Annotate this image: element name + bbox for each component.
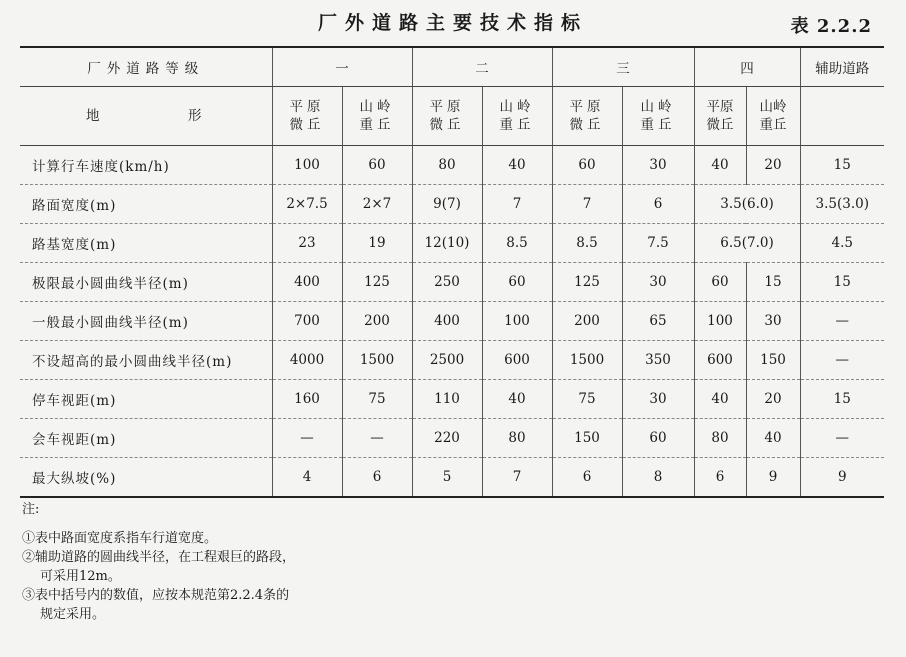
table-cell: — (800, 302, 884, 341)
table-cell: 60 (552, 146, 622, 185)
table-title: 厂外道路主要技术指标 (317, 12, 588, 34)
table-cell: 160 (272, 380, 342, 419)
table-cell: 8.5 (552, 224, 622, 263)
table-cell: 250 (412, 263, 482, 302)
terrain-plain: 平原 微丘 (412, 87, 482, 146)
table-cell: 7 (482, 458, 552, 498)
table-row (20, 302, 884, 341)
table-cell: 2500 (412, 341, 482, 380)
table-cell: 6 (342, 458, 412, 498)
grade-3: 三 (552, 47, 694, 87)
table-cell: 60 (482, 263, 552, 302)
table-cell: 15 (800, 263, 884, 302)
table-row (20, 380, 884, 419)
table-cell: 2×7 (342, 185, 412, 224)
table-cell: 40 (746, 419, 800, 458)
technical-indicators-table (20, 46, 884, 498)
table-row (20, 185, 884, 224)
grade-1: 一 (272, 47, 412, 87)
table-cell: 60 (622, 419, 694, 458)
table-cell: 40 (694, 380, 746, 419)
row-label: 不设超高的最小圆曲线半径(m) (20, 341, 272, 380)
table-cell: 110 (412, 380, 482, 419)
table-cell: 9(7) (412, 185, 482, 224)
row-label: 会车视距(m) (20, 419, 272, 458)
terrain-auxiliary-empty (800, 87, 884, 146)
terrain-mountain: 山岭 重丘 (746, 87, 800, 146)
row-label: 计算行车速度(km/h) (20, 146, 272, 185)
table-cell: 4000 (272, 341, 342, 380)
table-cell: 40 (694, 146, 746, 185)
table-row (20, 146, 884, 185)
table-cell: 400 (272, 263, 342, 302)
terrain-label: 地 形 (20, 87, 272, 146)
note-item: ①表中路面宽度系指车行道宽度。 (22, 531, 218, 546)
table-cell: 4.5 (800, 224, 884, 263)
table-cell: 700 (272, 302, 342, 341)
table-cell: — (272, 419, 342, 458)
note-item: ③表中括号内的数值，应按本规范第2.2.4条的 (22, 588, 290, 603)
table-cell: 12(10) (412, 224, 482, 263)
table-cell: 30 (622, 146, 694, 185)
grade-auxiliary: 辅助道路 (800, 47, 884, 87)
table-cell: 80 (694, 419, 746, 458)
table-cell: 15 (746, 263, 800, 302)
row-label: 最大纵坡(%) (20, 458, 272, 498)
table-row (20, 224, 884, 263)
table-cell: 200 (552, 302, 622, 341)
table-cell: 150 (552, 419, 622, 458)
table-cell: 30 (746, 302, 800, 341)
table-cell: 2×7.5 (272, 185, 342, 224)
table-cell: 3.5(3.0) (800, 185, 884, 224)
table-cell: 20 (746, 380, 800, 419)
table-cell: 7.5 (622, 224, 694, 263)
table-cell: 6 (694, 458, 746, 498)
row-label: 路面宽度(m) (20, 185, 272, 224)
table-cell: 8 (622, 458, 694, 498)
row-label: 路基宽度(m) (20, 224, 272, 263)
table-cell: 9 (746, 458, 800, 498)
table-cell: 80 (482, 419, 552, 458)
table-cell: 75 (552, 380, 622, 419)
note-item: 可采用12m。 (40, 569, 121, 584)
table-row (20, 263, 884, 302)
table-number: 表 2.2.2 (790, 16, 872, 37)
terrain-mountain: 山岭 重丘 (342, 87, 412, 146)
table-cell: 7 (552, 185, 622, 224)
grade-2: 二 (412, 47, 552, 87)
table-cell: 6.5(7.0) (694, 224, 800, 263)
table-cell: 8.5 (482, 224, 552, 263)
table-cell: 80 (412, 146, 482, 185)
table-cell: 75 (342, 380, 412, 419)
grade-label: 厂外道路等级 (20, 47, 272, 87)
table-cell: 4 (272, 458, 342, 498)
table-cell: 15 (800, 380, 884, 419)
table-cell: 9 (800, 458, 884, 498)
terrain-mountain: 山岭 重丘 (622, 87, 694, 146)
table-cell: 40 (482, 380, 552, 419)
note-item: 规定采用。 (40, 607, 106, 622)
table-cell: 150 (746, 341, 800, 380)
terrain-header-row (20, 87, 884, 146)
notes-heading: 注: (22, 502, 40, 517)
table-cell: 100 (694, 302, 746, 341)
table-cell: 5 (412, 458, 482, 498)
terrain-mountain: 山岭 重丘 (482, 87, 552, 146)
row-label: 停车视距(m) (20, 380, 272, 419)
table-cell: 350 (622, 341, 694, 380)
terrain-plain: 平原 微丘 (552, 87, 622, 146)
table-cell: 100 (482, 302, 552, 341)
table-cell: 30 (622, 380, 694, 419)
table-cell: 23 (272, 224, 342, 263)
grade-4: 四 (694, 47, 800, 87)
table-cell: 1500 (342, 341, 412, 380)
table-cell: 60 (694, 263, 746, 302)
table-cell: 125 (342, 263, 412, 302)
table-cell: — (800, 419, 884, 458)
table-cell: 6 (622, 185, 694, 224)
table-cell: 100 (272, 146, 342, 185)
table-cell: 20 (746, 146, 800, 185)
table-cell: 15 (800, 146, 884, 185)
table-cell: 60 (342, 146, 412, 185)
table-cell: 400 (412, 302, 482, 341)
table-cell: 40 (482, 146, 552, 185)
table-cell: 19 (342, 224, 412, 263)
table-cell: 600 (694, 341, 746, 380)
table-cell: 125 (552, 263, 622, 302)
table-cell: 600 (482, 341, 552, 380)
table-cell: 220 (412, 419, 482, 458)
table-cell: 6 (552, 458, 622, 498)
table-cell: 30 (622, 263, 694, 302)
table-cell: 65 (622, 302, 694, 341)
table-row (20, 458, 884, 498)
table-cell: 7 (482, 185, 552, 224)
table-cell: — (342, 419, 412, 458)
table-row (20, 419, 884, 458)
terrain-plain: 平原 微丘 (694, 87, 746, 146)
notes (22, 500, 295, 624)
terrain-plain: 平原 微丘 (272, 87, 342, 146)
row-label: 一般最小圆曲线半径(m) (20, 302, 272, 341)
table-cell: 200 (342, 302, 412, 341)
table-cell: 3.5(6.0) (694, 185, 800, 224)
note-item: ②辅助道路的圆曲线半径，在工程艰巨的路段， (22, 550, 296, 565)
table-cell: — (800, 341, 884, 380)
grade-header-row (20, 47, 884, 87)
table-row (20, 341, 884, 380)
row-label: 极限最小圆曲线半径(m) (20, 263, 272, 302)
table-cell: 1500 (552, 341, 622, 380)
